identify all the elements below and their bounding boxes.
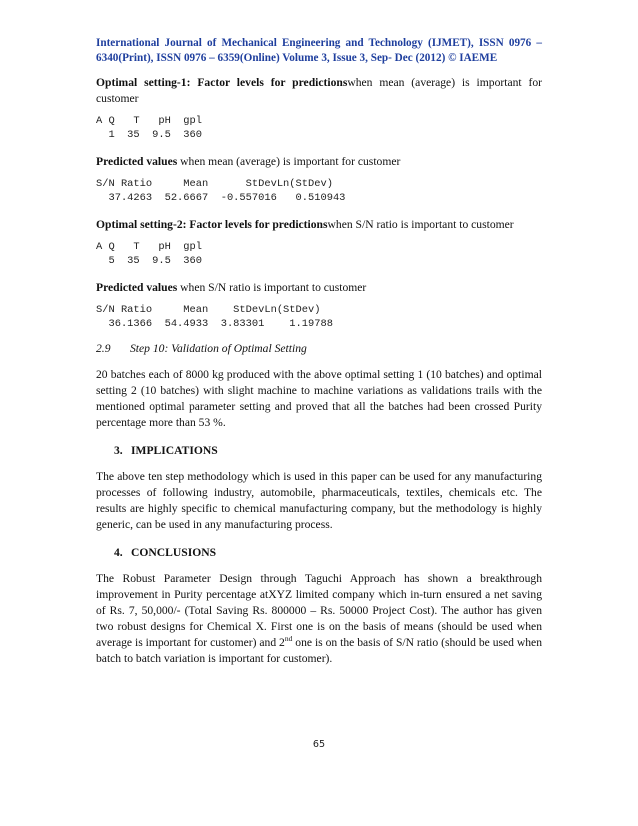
step-10-heading: [96, 341, 542, 357]
predicted-values-2-heading-bold: Predicted values: [96, 281, 178, 294]
predicted-values-1-heading: [96, 154, 542, 170]
conclusions-number: 4.: [114, 546, 123, 559]
optimal-setting-2-heading-rest: when S/N ratio is important to customer: [327, 218, 514, 231]
conclusions-paragraph: [96, 571, 542, 667]
optimal-setting-2-heading: [96, 217, 542, 233]
optimal-setting-1-heading: [96, 75, 542, 107]
predicted-values-2-heading: [96, 280, 542, 296]
journal-header-line1: International Journal of Mechanical Engineering and Technology (IJMET), ISSN 0976 –: [96, 37, 542, 49]
optimal-setting-2-table-row: 5 35 9.5 360: [96, 254, 203, 267]
implications-number: 3.: [114, 444, 123, 457]
conclusions-superscript: nd: [284, 634, 293, 644]
optimal-setting-1-table-header: A Q T pH gpl: [96, 115, 203, 127]
predicted-values-2-table-header: S/N Ratio Mean StDevLn(StDev): [96, 304, 321, 316]
journal-header-line2: 6340(Print), ISSN 0976 – 6359(Online) Volume 3, Issue 3, Sep- Dec (2012) © IAEME: [96, 52, 498, 64]
implications-paragraph: The above ten step methodology which is used in this paper can be used for any manufacturing processes of following industry, automobile, pharmaceuticals, textiles, chemicals etc. The results are highly specific to chemical manufacturing company, but the methodology is highly generic, can be used in any manufacturing process.: [96, 470, 542, 531]
predicted-values-1-heading-rest: when mean (average) is important for customer: [177, 155, 401, 168]
step-10-paragraph: 20 batches each of 8000 kg produced with the above optimal setting 1 (10 batches) and optimal setting 2 (10 batches) with slight machine to machine variations as validations trails with the mentioned optimal parameter setting and proved that all the batches had been crossed Purity percentage more than 53 %.: [96, 368, 542, 429]
optimal-setting-1-table-row: 1 35 9.5 360: [96, 128, 203, 141]
conclusions-title: CONCLUSIONS: [131, 546, 217, 559]
implications-heading: [114, 443, 542, 459]
conclusions-heading: [114, 545, 542, 561]
optimal-setting-2-table-header: A Q T pH gpl: [96, 241, 203, 253]
conclusions-paragraph-part2: one is on the basis of S/N ratio (should be used when batch to batch variation is important for customer).: [96, 636, 542, 665]
page-number: 65: [312, 739, 326, 750]
optimal-setting-1-heading-rest: when mean (average) is important for customer: [96, 76, 542, 105]
page-content: [96, 36, 542, 667]
optimal-setting-2-heading-bold: Optimal setting-2: Factor levels for predictions: [96, 218, 328, 231]
predicted-values-2-heading-rest: when S/N ratio is important to customer: [177, 281, 367, 294]
step-10-number: 2.9: [96, 342, 111, 355]
predicted-values-2-table-row: 36.1366 54.4933 3.83301 1.19788: [96, 317, 333, 330]
predicted-values-1-table-row: 37.4263 52.6667 -0.557016 0.510943: [96, 191, 346, 204]
journal-header: [96, 36, 542, 66]
conclusions-paragraph-part1: The Robust Parameter Design through Taguchi Approach has shown a breakthrough improvement in Purity percentage atXYZ limited company which in-turn ensured a net saving of Rs. 7, 50,000/- (Total Saving Rs. 800000 – Rs. 50000 Project Cost). The author has given two robust designs for Chemical X. First one is on the basis of means (should be used when average is important for customer) and 2: [96, 572, 542, 649]
optimal-setting-1-heading-bold: Optimal setting-1: Factor levels for predictions: [96, 76, 348, 89]
implications-title: IMPLICATIONS: [131, 444, 218, 457]
step-10-title: Step 10: Validation of Optimal Setting: [130, 342, 307, 355]
predicted-values-1-heading-bold: Predicted values: [96, 155, 178, 168]
predicted-values-1-table-header: S/N Ratio Mean StDevLn(StDev): [96, 178, 333, 190]
